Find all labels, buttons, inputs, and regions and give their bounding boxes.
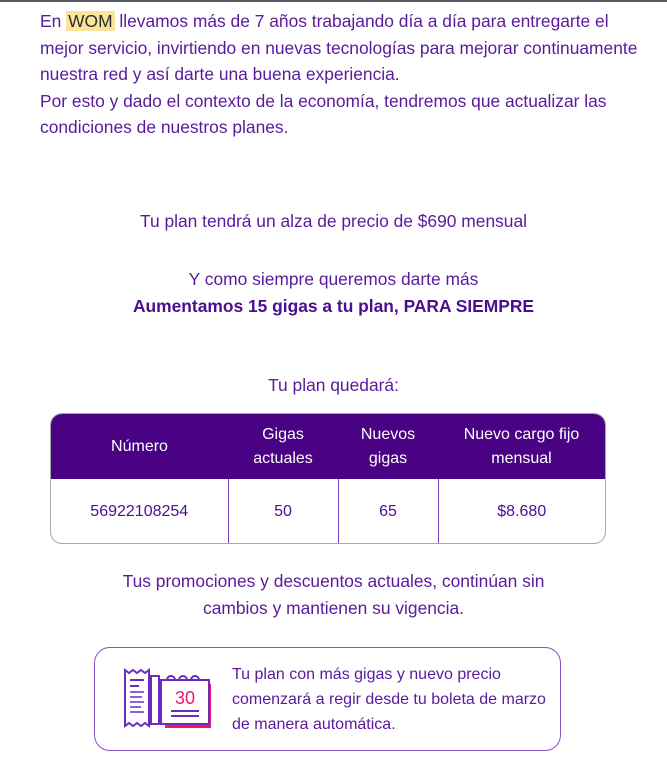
cell-nuevo-cargo: $8.680: [438, 479, 605, 544]
bonus-headline: Aumentamos 15 gigas a tu plan, PARA SIEMPRE: [132, 296, 535, 316]
header-nuevo-cargo: Nuevo cargo fijo mensual: [438, 414, 605, 479]
brand-highlight: WOM: [68, 11, 113, 31]
cell-numero: 56922108254: [90, 503, 189, 520]
calendar-number: 30: [174, 688, 196, 708]
table-title: Tu plan quedará:: [268, 375, 399, 395]
bonus-intro: Y como siempre queremos darte más: [188, 269, 479, 289]
header-nuevos-gigas: Nuevos gigas: [338, 414, 438, 479]
intro-paragraph-1: [40, 8, 640, 88]
info-text: Tu plan con más gigas y nuevo precio comenzará a regir desde tu boleta de marzo de manera automática.: [232, 666, 546, 733]
table-row: [51, 479, 605, 544]
intro-prefix: En: [40, 11, 62, 31]
cell-gigas-actuales: 50: [228, 479, 338, 544]
info-box: [94, 647, 561, 751]
table-header-row: [51, 414, 605, 479]
header-numero: Número: [51, 414, 228, 479]
top-border: [0, 0, 667, 2]
intro-text: [40, 8, 640, 141]
cell-nuevos-gigas: 65: [338, 479, 438, 544]
intro-paragraph-2: Por esto y dado el contexto de la economía, tendremos que actualizar las condiciones de nuestros planes.: [40, 90, 607, 137]
receipt-calendar-icon: [117, 664, 217, 734]
header-gigas-actuales: Gigas actuales: [228, 414, 338, 479]
intro-line-1: llevamos más de 7 años trabajando día a día para entregarte el mejor servicio, invirtiendo en nuevas tecnologías para mejorar continuamente nuestra red y así darte una buena experiencia.: [40, 11, 638, 84]
promo-note: Tus promociones y descuentos actuales, continúan sin cambios y mantienen su vigencia.: [122, 571, 545, 618]
price-notice: Tu plan tendrá un alza de precio de $690 mensual: [139, 211, 528, 231]
plan-table: [50, 413, 606, 544]
